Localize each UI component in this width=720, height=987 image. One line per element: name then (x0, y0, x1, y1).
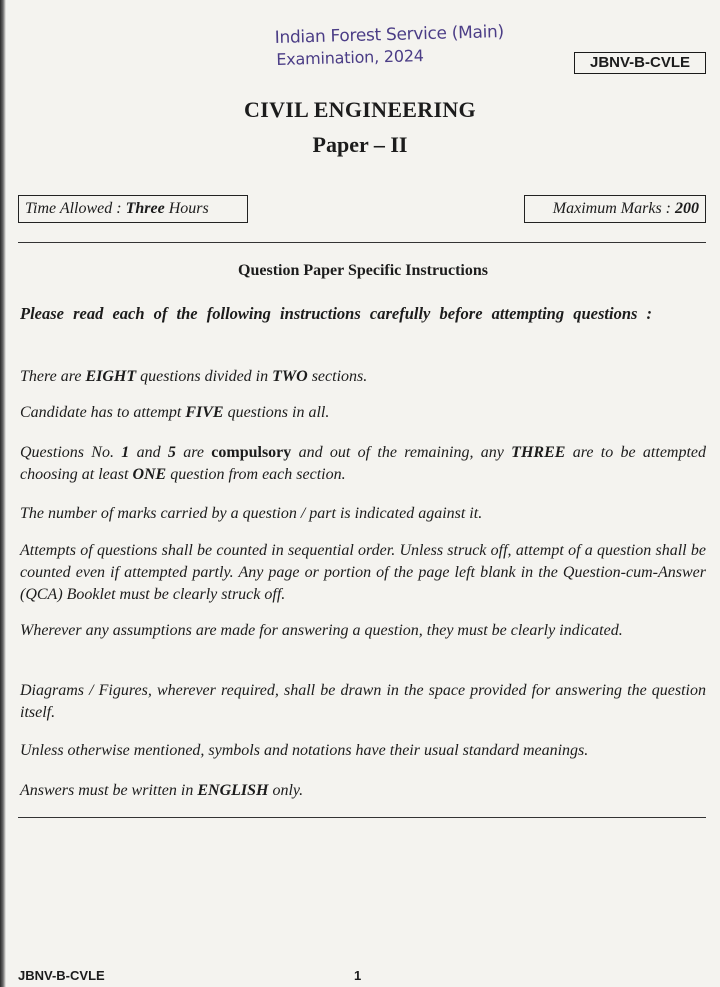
paper-title: Paper – II (312, 132, 408, 157)
instruction-4: The number of marks carried by a question / part is indicated against it. (20, 505, 483, 522)
instruction-1: There are EIGHT questions divided in TWO sections. (20, 368, 368, 385)
time-unit: Hours (168, 200, 209, 217)
stamp-line-2: Examination, 2024 (276, 46, 425, 69)
time-value: Three (125, 200, 165, 217)
time-label: Time Allowed : (25, 200, 122, 217)
time-allowed-box (18, 195, 248, 223)
marks-value: 200 (675, 200, 699, 217)
instructions-heading: Question Paper Specific Instructions (238, 262, 488, 279)
divider-top (18, 242, 706, 243)
footer-page-number: 1 (354, 968, 362, 983)
instruction-2: Candidate has to attempt FIVE questions in all. (20, 404, 330, 421)
instructions-lead: Please read each of the following instructions carefully before attempting questions : (20, 304, 653, 323)
instruction-6: Wherever any assumptions are made for answering a question, they must be clearly indicated. (20, 622, 623, 639)
paper-code-box: JBNV-B-CVLE (574, 52, 706, 74)
instruction-3: Questions No. 1 and 5 are compulsory and out of the remaining, any THREE are to be attempted choosing at least ONE question from each section. (20, 444, 707, 483)
marks-label: Maximum Marks : (552, 200, 671, 217)
subject-title: CIVIL ENGINEERING (244, 97, 476, 122)
stamp-line-1: Indian Forest Service (Main) (274, 22, 505, 48)
exam-stamp (274, 21, 504, 71)
footer-paper-code: JBNV-B-CVLE (18, 968, 105, 983)
instruction-9: Answers must be written in ENGLISH only. (20, 782, 304, 799)
divider-bottom (18, 817, 706, 818)
maximum-marks-box (524, 195, 706, 223)
instruction-7: Diagrams / Figures, wherever required, shall be drawn in the space provided for answering the question itself. (20, 682, 706, 721)
instruction-8: Unless otherwise mentioned, symbols and notations have their usual standard meanings. (20, 742, 589, 759)
instruction-5: Attempts of questions shall be counted in sequential order. Unless struck off, attempt of a question shall be counted even if attempted partly. Any page or portion of the page left blank in the Question-cum-Answer (QCA) Booklet must be clearly struck off. (20, 542, 706, 603)
